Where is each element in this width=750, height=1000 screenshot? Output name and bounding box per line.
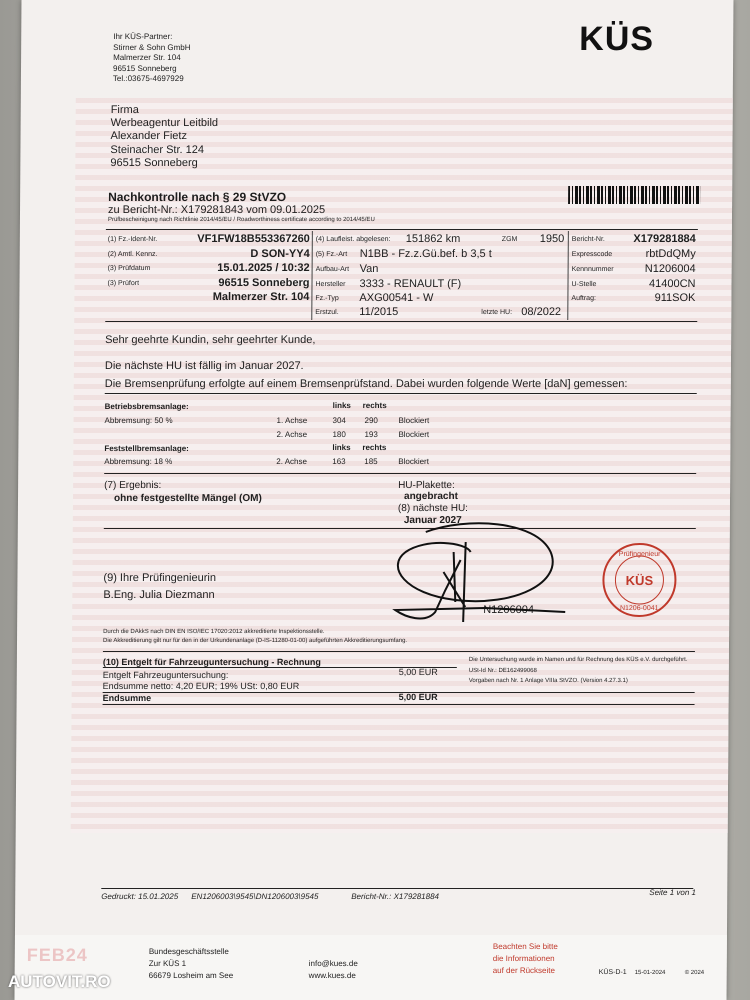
page-number: Seite 1 von 1 bbox=[649, 888, 696, 897]
footer-notice-line: auf der Rückseite bbox=[492, 966, 556, 975]
brake-intro: Die Bremsenprüfung erfolgte auf einem Bremsenprüfstand. Dabei wurden folgende Werte [daN] gemessen: bbox=[104, 378, 628, 390]
footer-address-line: Zur KÜS 1 bbox=[148, 959, 187, 968]
brake-value-left: 304 bbox=[332, 416, 346, 425]
parking-brake-ratio: Abbremsung: 18 % bbox=[104, 457, 173, 466]
partner-line: Tel.:03675-4697929 bbox=[112, 74, 184, 83]
col-left-header: links bbox=[332, 401, 351, 410]
divider bbox=[105, 393, 697, 394]
report-number-value: X179281884 bbox=[633, 233, 696, 245]
divider bbox=[101, 888, 693, 889]
field-label: (2) Amtl. Kennz. bbox=[107, 251, 158, 258]
fee-notes bbox=[469, 655, 688, 687]
vehicle-type-value: N1BB - Fz.z.Gü.bef. b 3,5 t bbox=[359, 248, 492, 260]
model-type-value: AXG00541 - W bbox=[359, 292, 434, 304]
brake-status: Blockiert bbox=[398, 457, 429, 466]
first-registration-value: 11/2015 bbox=[359, 306, 399, 318]
greeting: Sehr geehrte Kundin, sehr geehrter Kunde, bbox=[105, 334, 316, 346]
inspector-stamp bbox=[599, 540, 680, 620]
test-date-value: 15.01.2025 / 10:32 bbox=[217, 262, 310, 274]
accreditation-line: Die Akkreditierung gilt nur für den in der Urkundenanlage (D-IS-11280-01-00) aufgeführten Akkreditierungsumfang. bbox=[102, 638, 408, 644]
field-label: Hersteller bbox=[315, 281, 346, 288]
fee-note: USt-Id Nr.: DE162499068 bbox=[468, 667, 537, 674]
footer-notice bbox=[493, 941, 558, 977]
date-watermark: FEB24 bbox=[26, 945, 88, 965]
fee-value: 5,00 EUR bbox=[398, 667, 438, 677]
result-value: ohne festgestellte Mängel (OM) bbox=[113, 493, 262, 504]
plakette-value: angebracht bbox=[403, 491, 458, 502]
col-right-header: rechts bbox=[362, 401, 387, 410]
printed-date: Gedruckt: 15.01.2025 bbox=[101, 892, 179, 901]
partner-line: Malmerzer Str. 104 bbox=[113, 53, 181, 62]
partner-line: Stirner & Sohn GmbH bbox=[113, 42, 191, 52]
fee-note: Vorgaben nach Nr. 1 Anlage VIIIa StVZO. (Version 4.27.3.1) bbox=[468, 678, 628, 684]
service-brake-ratio: Abbremsung: 50 % bbox=[104, 416, 173, 425]
signature-image bbox=[365, 512, 576, 632]
result-label: (7) Ergebnis: bbox=[104, 480, 162, 491]
test-place-value: 96515 Sonneberg bbox=[218, 277, 310, 289]
total-label: Endsumme bbox=[102, 693, 152, 703]
field-label: (1) Fz.-Ident-Nr. bbox=[107, 236, 158, 243]
brake-value-right: 290 bbox=[364, 416, 378, 425]
parking-brake-title: Feststellbremsanlage: bbox=[104, 444, 189, 453]
print-report-number: Bericht-Nr.: X179281884 bbox=[351, 892, 440, 901]
brake-value-left: 163 bbox=[332, 457, 346, 466]
footer-notice-line: Beachten Sie bitte bbox=[492, 942, 558, 951]
field-label: (3) Prüfdatum bbox=[107, 265, 151, 272]
u-stelle-value: 41400CN bbox=[648, 278, 696, 290]
axle-label: 2. Achse bbox=[276, 430, 308, 439]
field-label: Aufbau-Art bbox=[315, 266, 350, 273]
next-hu-value: Januar 2027 bbox=[403, 515, 462, 526]
footer-band bbox=[15, 935, 727, 1000]
print-codes: EN1206003\9545\DN1206003\9545 bbox=[191, 892, 319, 901]
fee-label: Entgelt Fahrzeuguntersuchung: bbox=[102, 670, 229, 680]
partner-line: 96515 Sonneberg bbox=[112, 63, 177, 73]
recipient-address bbox=[110, 104, 218, 170]
form-date: 15-01-2024 bbox=[634, 970, 666, 976]
footer-address-line: 66679 Losheim am See bbox=[148, 971, 234, 980]
document-page bbox=[15, 0, 734, 1000]
field-label: (3) Prüfort bbox=[107, 280, 140, 287]
next-hu-sentence: Die nächste HU ist fällig im Januar 2027. bbox=[104, 360, 304, 372]
next-hu-label: (8) nächste HU: bbox=[397, 503, 469, 514]
engineer-label: (9) Ihre Prüfingenieurin bbox=[103, 572, 217, 584]
col-right-header: rechts bbox=[362, 443, 387, 452]
col-left-header: links bbox=[332, 443, 351, 452]
site-watermark: AUTOVIT.RO bbox=[8, 972, 111, 991]
engineer-id: N1206004 bbox=[483, 604, 535, 616]
field-label: ZGM bbox=[501, 236, 518, 243]
plate-value: D SON-YY4 bbox=[250, 248, 310, 260]
partner-line: Ihr KÜS-Partner: bbox=[113, 32, 173, 41]
axle-label: 2. Achse bbox=[276, 457, 307, 466]
accreditation-line: Durch die DAkkS nach DIN EN ISO/IEC 17020:2012 akkreditierte Inspektionsstelle. bbox=[103, 629, 325, 635]
field-label: Expresscode bbox=[571, 251, 613, 258]
field-label: Auftrag: bbox=[571, 295, 596, 302]
brake-value-right: 185 bbox=[364, 457, 378, 466]
vin-value: VF1FW18B553367260 bbox=[197, 233, 310, 245]
divider bbox=[106, 229, 698, 230]
recipient-line: Werbeagentur Leitbild bbox=[110, 117, 219, 130]
field-label: U-Stelle bbox=[571, 281, 597, 288]
divider bbox=[104, 473, 696, 474]
zgm-value: 1950 bbox=[539, 233, 565, 245]
footer-website[interactable]: www.kues.de bbox=[308, 971, 356, 980]
fee-netto: Endsumme netto: 4,20 EUR; 19% USt: 0,80 EUR bbox=[102, 681, 300, 691]
recipient-line: Alexander Fietz bbox=[110, 130, 188, 143]
field-label: (5) Fz.-Art bbox=[315, 251, 348, 258]
plakette-label: HU-Plakette: bbox=[398, 480, 455, 491]
field-label: (4) Laufleist. abgelesen: bbox=[315, 236, 391, 243]
stamp-bottom-text: N1206-0041 bbox=[619, 605, 659, 612]
stamp-top-text: Prüfingenieur bbox=[618, 551, 661, 558]
divider bbox=[105, 321, 697, 322]
partner-address bbox=[113, 32, 191, 85]
footer-address bbox=[149, 946, 234, 982]
field-label: letzte HU: bbox=[481, 309, 513, 316]
field-label: Erstzul. bbox=[315, 309, 339, 316]
document-subtitle: zu Bericht-Nr.: X179281843 vom 09.01.2025 bbox=[107, 204, 326, 216]
field-label: Fz.-Typ bbox=[315, 295, 339, 302]
fee-title: (10) Entgelt für Fahrzeuguntersuchung - Rechnung bbox=[102, 657, 321, 667]
stamp-center-text: KÜS bbox=[625, 573, 654, 588]
order-value: 911SOK bbox=[654, 292, 696, 304]
recipient-line: Steinacher Str. 124 bbox=[110, 143, 205, 156]
total-value: 5,00 EUR bbox=[398, 692, 438, 702]
engineer-name: B.Eng. Julia Diezmann bbox=[103, 589, 215, 601]
footer-email[interactable]: info@kues.de bbox=[308, 959, 358, 968]
brake-value-left: 180 bbox=[332, 430, 346, 439]
brake-status: Blockiert bbox=[398, 430, 430, 439]
footer-notice-line: die Informationen bbox=[492, 954, 555, 963]
divider bbox=[103, 651, 695, 652]
footer-address-line: Bundesgeschäftsstelle bbox=[148, 947, 229, 956]
body-type-value: Van bbox=[359, 263, 379, 275]
id-number-value: N1206004 bbox=[644, 263, 696, 275]
copyright: © 2024 bbox=[684, 970, 705, 976]
field-label: Bericht-Nr. bbox=[571, 236, 605, 243]
axle-label: 1. Achse bbox=[276, 416, 308, 425]
footer-web bbox=[309, 958, 358, 982]
test-place-street: Malmerzer Str. 104 bbox=[212, 291, 310, 303]
field-label: Kennnummer bbox=[571, 266, 614, 273]
brake-status: Blockiert bbox=[398, 416, 430, 425]
expresscode-value: rbtDdQMy bbox=[645, 248, 696, 260]
recipient-line: Firma bbox=[110, 104, 139, 116]
barcode bbox=[568, 186, 700, 204]
document-subtitle-small: Prüfbescheinigung nach Richtlinie 2014/45/EU / Roadworthiness certificate according to 2014/45/EU bbox=[107, 217, 375, 223]
document-title: Nachkontrolle nach § 29 StVZO bbox=[108, 190, 287, 204]
brake-value-right: 193 bbox=[364, 430, 378, 439]
recipient-line: 96515 Sonneberg bbox=[110, 156, 198, 169]
service-brake-title: Betriebsbremsanlage: bbox=[104, 402, 189, 411]
divider bbox=[103, 704, 695, 705]
form-number: KÜS-D-1 bbox=[598, 969, 627, 976]
kues-logo: KÜS bbox=[579, 20, 655, 58]
last-hu-value: 08/2022 bbox=[521, 306, 562, 318]
fee-note: Die Untersuchung wurde im Namen und für Rechnung des KÜS e.V. durchgeführt. bbox=[468, 657, 688, 663]
manufacturer-value: 3333 - RENAULT (F) bbox=[359, 278, 462, 290]
mileage-value: 151862 km bbox=[405, 233, 461, 245]
